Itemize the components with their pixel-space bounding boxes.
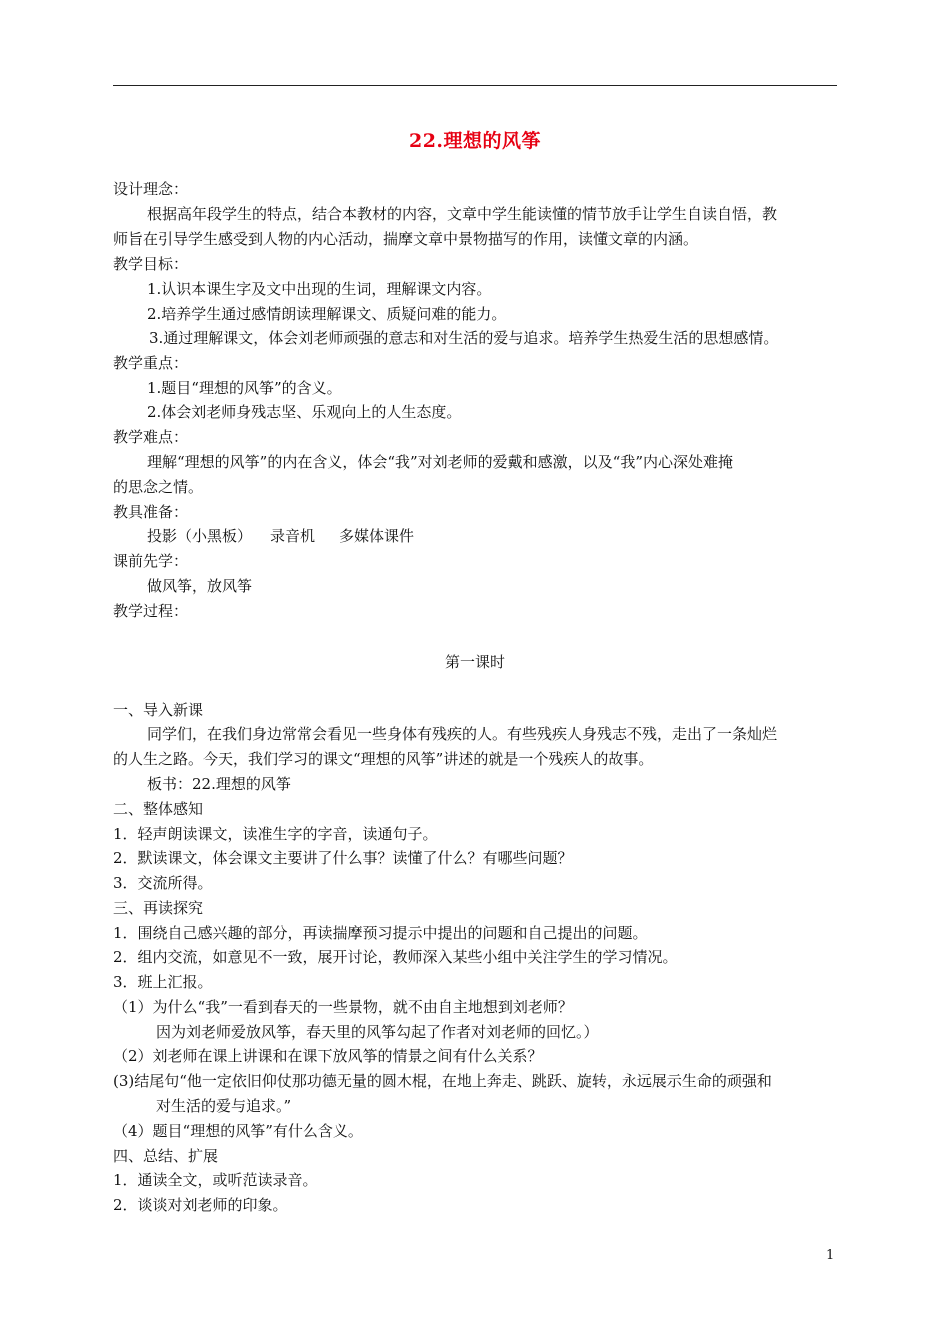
design-concept-line: 师旨在引导学生感受到人物的内心活动，揣摩文章中景物描写的作用，读懂文章的内涵。	[113, 230, 699, 248]
tool-item: 投影（小黑板）	[147, 527, 253, 545]
question-1: （1）为什么“我”一看到春天的一些景物，就不由自主地想到刘老师？	[113, 998, 573, 1016]
tools-list	[147, 525, 414, 547]
section-4-item: 1．通读全文，或听范读录音。	[113, 1171, 318, 1189]
section-2-item: 1．轻声朗读课文，读准生字的字音，读通句子。	[113, 825, 438, 843]
section-2-item: 3．交流所得。	[113, 874, 213, 892]
design-concept-heading: 设计理念：	[113, 180, 189, 198]
process-heading: 教学过程：	[113, 602, 189, 620]
section-4-item: 2．谈谈对刘老师的印象。	[113, 1196, 288, 1214]
section-3-item: 1．围绕自己感兴趣的部分，再读揣摩预习提示中提出的问题和自己提出的问题。	[113, 924, 648, 942]
header-rule	[113, 85, 837, 86]
goals-heading: 教学目标：	[113, 255, 189, 273]
goal-item: 2.培养学生通过感情朗读理解课文、质疑问难的能力。	[147, 305, 507, 323]
pre-study-text: 做风筝，放风筝	[147, 577, 253, 595]
section-3-item: 2．组内交流，如意见不一致，展开讨论，教师深入某些小组中关注学生的学习情况。	[113, 948, 678, 966]
question-4: （4）题目“理想的风筝”有什么含义。	[113, 1122, 363, 1140]
lesson-title: 第一课时	[444, 653, 505, 671]
section-2-heading: 二、整体感知	[113, 800, 204, 818]
key-points-heading: 教学重点：	[113, 354, 189, 372]
page-number: 1	[826, 1248, 835, 1263]
section-4-heading: 四、总结、扩展	[113, 1147, 219, 1165]
difficulties-heading: 教学难点：	[113, 428, 189, 446]
tool-item: 多媒体课件	[339, 527, 415, 545]
document-title: 22.理想的风筝	[408, 130, 542, 152]
section-3-item: 3．班上汇报。	[113, 973, 213, 991]
section-2-item: 2．默读课文，体会课文主要讲了什么事？读懂了什么？有哪些问题？	[113, 849, 573, 867]
board-writing: 板书：22.理想的风筝	[147, 775, 291, 793]
design-concept-line: 根据高年段学生的特点，结合本教材的内容，文章中学生能读懂的情节放手让学生自读自悟，教	[147, 205, 778, 223]
question-3: (3)结尾句“他一定依旧仰仗那功德无量的圆木棍，在地上奔走、跳跃、旋转，永远展示生命的顽强和	[113, 1072, 772, 1090]
section-1-line: 的人生之路。今天，我们学习的课文“理想的风筝”讲述的就是一个残疾人的故事。	[113, 750, 654, 768]
goal-item: 1.认识本课生字及文中出现的生词，理解课文内容。	[147, 280, 492, 298]
pre-study-heading: 课前先学：	[113, 552, 189, 570]
section-3-heading: 三、再读探究	[113, 899, 204, 917]
question-3-continued: 对生活的爱与追求。”	[156, 1097, 292, 1115]
question-2: （2）刘老师在课上讲课和在课下放风筝的情景之间有什么关系？	[113, 1047, 543, 1065]
section-1-line: 同学们，在我们身边常常会看见一些身体有残疾的人。有些残疾人身残志不残，走出了一条灿烂	[147, 725, 778, 743]
key-point-item: 1.题目“理想的风筝”的含义。	[147, 379, 342, 397]
key-point-item: 2.体会刘老师身残志坚、乐观向上的人生态度。	[147, 403, 462, 421]
tools-heading: 教具准备：	[113, 503, 189, 521]
difficulties-line: 的思念之情。	[113, 478, 204, 496]
tool-item: 录音机	[270, 527, 316, 545]
question-1-answer: 因为刘老师爱放风筝，春天里的风筝勾起了作者对刘老师的回忆。）	[156, 1023, 599, 1041]
difficulties-line: 理解“理想的风筝”的内在含义，体会“我”对刘老师的爱戴和感激，以及“我”内心深处难掩	[147, 453, 734, 471]
section-1-heading: 一、导入新课	[113, 701, 204, 719]
goal-item: 3.通过理解课文，体会刘老师顽强的意志和对生活的爱与追求。培养学生热爱生活的思想感情。	[149, 329, 779, 347]
